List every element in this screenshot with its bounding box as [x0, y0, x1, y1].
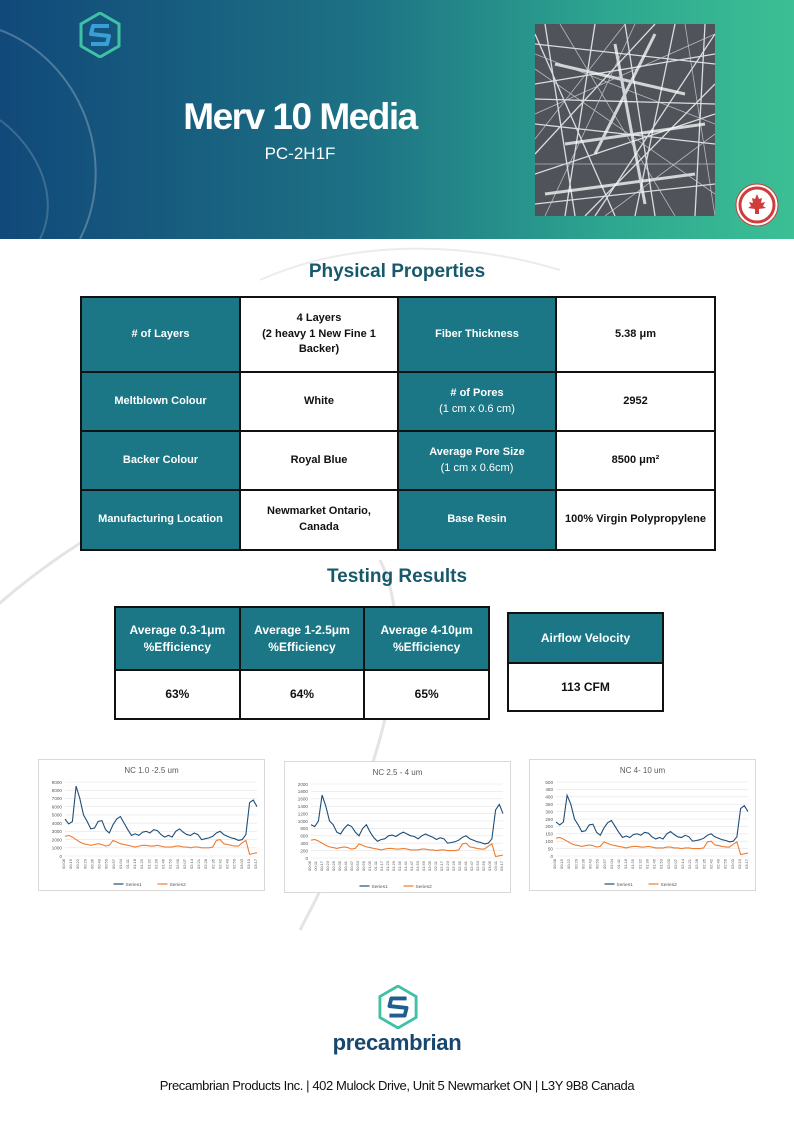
property-label — [398, 431, 556, 490]
x-tick-label: 00:06 — [307, 861, 312, 872]
x-tick-label: 00:08 — [61, 859, 66, 870]
y-tick-label: 3000 — [51, 829, 62, 835]
page-title: Merv 10 Media — [183, 96, 417, 137]
y-tick-label: 150 — [545, 831, 553, 837]
y-tick-label: 1800 — [297, 789, 308, 795]
x-tick-label: 01:17 — [379, 861, 384, 872]
airflow-value: 113 CFM — [508, 663, 663, 711]
chart-nc-4-10 — [529, 759, 756, 891]
line-chart — [285, 762, 510, 892]
y-tick-label: 450 — [545, 787, 553, 793]
table-row — [81, 372, 715, 431]
x-tick-label: 01:32 — [637, 859, 643, 870]
legend-label: Series1 — [125, 882, 142, 888]
x-tick-label: 01:18 — [623, 859, 629, 870]
x-tick-label: 02:29 — [451, 861, 456, 872]
x-tick-label: 00:23 — [325, 861, 330, 872]
x-tick-label: 01:25 — [139, 859, 145, 870]
efficiency-header: Average 0.3-1μm %Efficiency — [115, 607, 240, 670]
x-tick-label: 02:21 — [687, 859, 693, 870]
series-line-2 — [556, 838, 748, 855]
property-label: Meltblown Colour — [81, 372, 240, 431]
x-tick-label: 02:11 — [433, 861, 438, 871]
y-tick-label: 2000 — [297, 781, 308, 787]
x-tick-label: 03:17 — [744, 859, 749, 870]
y-tick-label: 0 — [305, 855, 308, 861]
x-tick-label: 00:29 — [573, 859, 579, 870]
y-tick-label: 800 — [300, 826, 308, 832]
y-tick-label: 1200 — [297, 811, 308, 817]
x-tick-label: 00:29 — [82, 859, 88, 870]
y-tick-label: 0 — [550, 853, 553, 859]
precambrian-logo-icon — [79, 12, 121, 58]
property-value-main: 4 Layers — [296, 311, 342, 324]
x-tick-label: 01:53 — [415, 861, 420, 872]
x-tick-label: 00:22 — [75, 859, 81, 870]
y-tick-label: 400 — [300, 841, 308, 846]
x-tick-label: 02:53 — [475, 861, 480, 872]
x-tick-label: 01:11 — [125, 859, 130, 869]
series-line-2 — [311, 840, 503, 857]
y-tick-label: 8000 — [51, 788, 62, 794]
made-in-canada-badge-icon — [735, 183, 779, 227]
airflow-table — [507, 612, 664, 712]
legend-label: Series1 — [371, 884, 388, 890]
x-tick-label: 03:10 — [736, 859, 742, 870]
y-tick-label: 100 — [545, 839, 553, 844]
series-line-1 — [65, 786, 257, 840]
x-tick-label: 03:03 — [238, 859, 244, 870]
series-line-2 — [65, 835, 257, 854]
x-tick-label: 03:05 — [487, 861, 492, 872]
chart-title: NC 1.0 -2.5 um — [124, 766, 179, 775]
property-value — [240, 297, 398, 372]
property-label-detail: (1 cm x 0.6 cm) — [439, 402, 515, 415]
property-value: 8500 μm² — [556, 431, 715, 490]
x-tick-label: 02:42 — [217, 859, 223, 870]
property-label-detail: (1 cm x 0.6cm) — [440, 461, 514, 474]
series-line-1 — [311, 795, 503, 844]
x-tick-label: 00:15 — [68, 859, 74, 870]
x-tick-label: 01:05 — [367, 861, 372, 872]
x-tick-label: 00:43 — [587, 859, 593, 870]
y-tick-label: 300 — [545, 809, 553, 815]
x-tick-label: 02:35 — [701, 859, 707, 870]
x-tick-label: 00:22 — [566, 859, 572, 870]
x-tick-label: 01:18 — [132, 859, 138, 870]
chart-nc-2-5-4 — [284, 761, 511, 893]
y-tick-label: 1600 — [297, 796, 308, 802]
y-tick-label: 350 — [545, 802, 553, 807]
property-label — [398, 297, 556, 372]
property-label-main: # of Pores — [450, 386, 504, 399]
y-tick-label: 1400 — [297, 804, 308, 809]
efficiency-value: 63% — [115, 670, 240, 719]
x-tick-label: 01:11 — [616, 859, 621, 869]
y-tick-label: 6000 — [51, 804, 62, 810]
chart-title: NC 2.5 - 4 um — [372, 768, 423, 777]
efficiency-header: Average 4-10μm %Efficiency — [364, 607, 489, 670]
media-fiber-photo — [535, 24, 715, 216]
x-tick-label: 02:07 — [672, 859, 678, 870]
x-tick-label: 02:49 — [224, 859, 230, 870]
x-tick-label: 01:29 — [391, 861, 396, 872]
legend-label: Series2 — [169, 882, 186, 888]
x-tick-label: 01:47 — [409, 861, 414, 872]
x-tick-label: 01:11 — [373, 861, 378, 871]
x-tick-label: 00:35 — [337, 861, 342, 872]
x-tick-label: 02:05 — [427, 861, 432, 872]
property-value: 100% Virgin Polypropylene — [556, 490, 715, 550]
y-tick-label: 2000 — [51, 837, 62, 843]
property-label: Manufacturing Location — [81, 490, 240, 550]
line-chart — [530, 760, 755, 890]
y-tick-label: 1000 — [51, 845, 62, 851]
property-value: White — [240, 372, 398, 431]
property-value: Royal Blue — [240, 431, 398, 490]
x-tick-label: 03:10 — [245, 859, 251, 870]
x-tick-label: 01:41 — [403, 861, 408, 872]
physical-properties-table — [80, 296, 716, 551]
table-row — [115, 670, 489, 719]
x-tick-label: 01:39 — [153, 859, 159, 870]
y-tick-label: 200 — [545, 824, 553, 830]
x-tick-label: 02:56 — [231, 859, 237, 870]
table-row — [508, 663, 663, 711]
table-row — [508, 613, 663, 663]
x-tick-label: 00:11 — [313, 861, 318, 871]
y-tick-label: 1000 — [297, 818, 308, 824]
table-row — [81, 431, 715, 490]
brand-name: precambrian — [332, 1030, 462, 1055]
y-tick-label: 500 — [545, 779, 553, 785]
x-tick-label: 03:03 — [729, 859, 735, 870]
property-label-main: Average Pore Size — [429, 445, 525, 458]
x-tick-label: 01:59 — [421, 861, 426, 872]
x-tick-label: 01:46 — [160, 859, 166, 870]
x-tick-label: 00:08 — [552, 859, 557, 870]
property-label: # of Layers — [81, 297, 240, 372]
y-tick-label: 250 — [545, 816, 553, 822]
y-tick-label: 50 — [547, 846, 553, 852]
x-tick-label: 02:17 — [439, 861, 444, 872]
efficiency-value: 65% — [364, 670, 489, 719]
precambrian-logo-icon — [378, 985, 418, 1029]
chart-nc-1-2-5 — [38, 759, 265, 891]
property-value: 5.38 μm — [556, 297, 715, 372]
series-line-1 — [556, 795, 748, 842]
line-chart — [39, 760, 264, 890]
x-tick-label: 01:35 — [397, 861, 402, 872]
property-label — [398, 372, 556, 431]
airflow-header: Airflow Velocity — [508, 613, 663, 663]
x-tick-label: 00:57 — [110, 859, 116, 870]
x-tick-label: 01:32 — [146, 859, 152, 870]
product-code: PC-2H1F — [264, 144, 336, 163]
property-value-detail: (2 heavy 1 New Fine 1 Backer) — [262, 327, 376, 356]
x-tick-label: 02:14 — [680, 859, 685, 870]
x-tick-label: 02:59 — [481, 861, 486, 872]
y-tick-label: 200 — [300, 848, 308, 854]
x-tick-label: 00:17 — [319, 861, 324, 872]
x-tick-label: 00:41 — [343, 861, 348, 872]
x-tick-label: 00:43 — [96, 859, 102, 870]
property-value: 2952 — [556, 372, 715, 431]
efficiency-header: Average 1-2.5μm %Efficiency — [240, 607, 365, 670]
x-tick-label: 01:23 — [385, 861, 390, 872]
x-tick-label: 02:28 — [203, 859, 209, 870]
table-row — [115, 607, 489, 670]
property-value: Newmarket Ontario, Canada — [240, 490, 398, 550]
x-tick-label: 00:29 — [331, 861, 336, 872]
x-tick-label: 01:04 — [117, 859, 123, 870]
x-tick-label: 02:56 — [722, 859, 728, 870]
legend-label: Series1 — [616, 882, 633, 888]
x-tick-label: 03:17 — [253, 859, 258, 870]
x-tick-label: 00:50 — [103, 859, 109, 870]
x-tick-label: 03:11 — [493, 861, 498, 871]
x-tick-label: 01:46 — [651, 859, 657, 870]
x-tick-label: 02:41 — [463, 861, 468, 872]
y-tick-label: 400 — [545, 794, 553, 800]
property-label: Base Resin — [398, 490, 556, 550]
legend-label: Series2 — [415, 884, 432, 890]
x-tick-label: 00:47 — [349, 861, 354, 872]
y-tick-label: 7000 — [51, 796, 62, 802]
chart-title: NC 4- 10 um — [619, 766, 666, 775]
x-tick-label: 03:17 — [499, 861, 504, 872]
x-tick-label: 02:35 — [457, 861, 462, 872]
property-label: Backer Colour — [81, 431, 240, 490]
x-tick-label: 00:57 — [601, 859, 607, 870]
x-tick-label: 00:36 — [580, 859, 586, 870]
x-tick-label: 00:15 — [559, 859, 565, 870]
x-tick-label: 02:47 — [469, 861, 474, 872]
efficiency-value: 64% — [240, 670, 365, 719]
x-tick-label: 02:23 — [445, 861, 450, 872]
y-tick-label: 4000 — [51, 820, 62, 826]
x-tick-label: 02:28 — [694, 859, 700, 870]
y-tick-label: 5000 — [51, 812, 62, 818]
x-tick-label: 02:00 — [665, 859, 671, 870]
testing-results-heading: Testing Results — [326, 566, 468, 587]
x-tick-label: 00:53 — [355, 861, 360, 872]
table-row — [81, 490, 715, 550]
legend-label: Series2 — [660, 882, 677, 888]
x-tick-label: 01:53 — [167, 859, 173, 870]
x-tick-label: 00:50 — [594, 859, 600, 870]
x-tick-label: 02:07 — [181, 859, 187, 870]
x-tick-label: 00:59 — [361, 861, 366, 872]
x-tick-label: 01:53 — [658, 859, 664, 870]
x-tick-label: 02:00 — [174, 859, 180, 870]
x-tick-label: 02:14 — [189, 859, 194, 870]
y-tick-label: 9000 — [51, 779, 62, 785]
x-tick-label: 02:49 — [715, 859, 721, 870]
property-label-main: Fiber Thickness — [435, 327, 519, 340]
y-tick-label: 600 — [300, 833, 308, 839]
x-tick-label: 02:21 — [196, 859, 202, 870]
company-address: Precambrian Products Inc. | 402 Mulock Drive, Unit 5 Newmarket ON | L3Y 9B8 Canada — [159, 1078, 635, 1093]
physical-properties-heading: Physical Properties — [308, 261, 486, 282]
x-tick-label: 02:42 — [708, 859, 714, 870]
efficiency-table — [114, 606, 490, 720]
x-tick-label: 01:39 — [644, 859, 650, 870]
x-tick-label: 01:04 — [608, 859, 614, 870]
x-tick-label: 00:36 — [89, 859, 95, 870]
y-tick-label: 0 — [59, 853, 62, 859]
header-banner — [0, 0, 794, 239]
table-row — [81, 297, 715, 372]
x-tick-label: 02:35 — [210, 859, 216, 870]
x-tick-label: 01:25 — [630, 859, 636, 870]
